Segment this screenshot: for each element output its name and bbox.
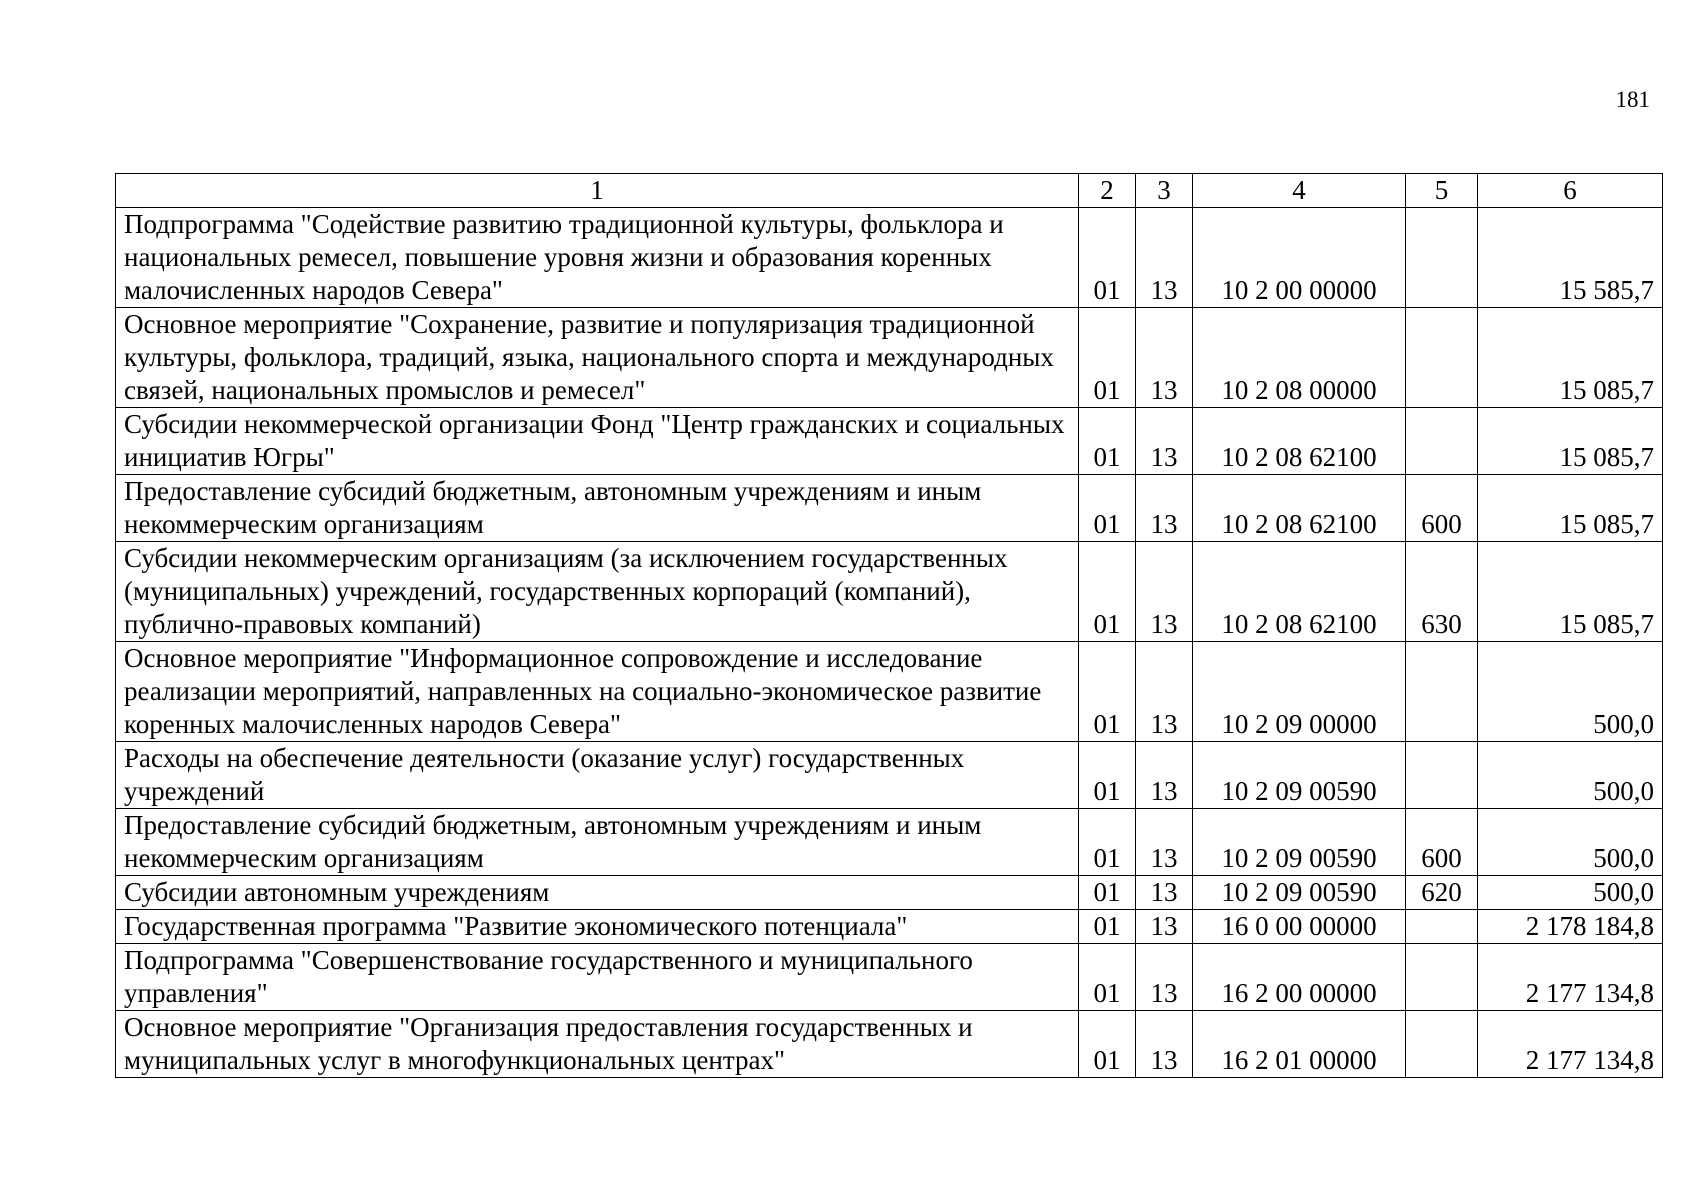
subsection-code: 13 [1136, 1011, 1193, 1078]
table-row [116, 809, 1663, 876]
table-row [116, 475, 1663, 542]
row-name: Основное мероприятие "Сохранение, развитие и популяризация традиционной культуры, фольклора, традиций, языка, национального спорта и международных связей, национальных промыслов и ремесел" [116, 308, 1079, 408]
amount: 15 585,7 [1478, 208, 1663, 308]
subsection-code: 13 [1136, 408, 1193, 475]
row-name: Подпрограмма "Совершенствование государственного и муниципального управления" [116, 944, 1079, 1011]
amount: 500,0 [1478, 876, 1663, 910]
column-header: 5 [1406, 174, 1478, 208]
section-code: 01 [1079, 944, 1136, 1011]
row-name: Субсидии некоммерческим организациям (за исключением государственных (муниципальных) учреждений, государственных корпораций (компаний), публично-правовых компаний) [116, 542, 1079, 642]
amount: 15 085,7 [1478, 475, 1663, 542]
column-header: 6 [1478, 174, 1663, 208]
expense-type-code [1406, 1011, 1478, 1078]
table-row [116, 642, 1663, 742]
page-number: 181 [1615, 87, 1650, 112]
subsection-code: 13 [1136, 876, 1193, 910]
section-code: 01 [1079, 809, 1136, 876]
amount: 15 085,7 [1478, 542, 1663, 642]
target-article-code: 10 2 08 62100 [1193, 542, 1406, 642]
target-article-code: 16 2 00 00000 [1193, 944, 1406, 1011]
target-article-code: 10 2 08 62100 [1193, 408, 1406, 475]
expense-type-code: 630 [1406, 542, 1478, 642]
row-name: Основное мероприятие "Организация предоставления государственных и муниципальных услуг в многофункциональных центрах" [116, 1011, 1079, 1078]
table-row [116, 408, 1663, 475]
budget-table [115, 173, 1663, 1078]
expense-type-code [1406, 308, 1478, 408]
row-name: Субсидии автономным учреждениям [116, 876, 1079, 910]
target-article-code: 10 2 08 62100 [1193, 475, 1406, 542]
section-code: 01 [1079, 408, 1136, 475]
amount: 2 178 184,8 [1478, 910, 1663, 944]
row-name: Предоставление субсидий бюджетным, автономным учреждениям и иным некоммерческим организациям [116, 809, 1079, 876]
column-header: 1 [116, 174, 1079, 208]
table-row [116, 542, 1663, 642]
target-article-code: 10 2 09 00000 [1193, 642, 1406, 742]
expense-type-code: 620 [1406, 876, 1478, 910]
row-name: Расходы на обеспечение деятельности (оказание услуг) государственных учреждений [116, 742, 1079, 809]
table-row [116, 944, 1663, 1011]
section-code: 01 [1079, 542, 1136, 642]
amount: 15 085,7 [1478, 308, 1663, 408]
subsection-code: 13 [1136, 809, 1193, 876]
row-name: Субсидии некоммерческой организации Фонд "Центр гражданских и социальных инициатив Югры" [116, 408, 1079, 475]
section-code: 01 [1079, 308, 1136, 408]
table-row [116, 876, 1663, 910]
column-header: 2 [1079, 174, 1136, 208]
table-row [116, 308, 1663, 408]
section-code: 01 [1079, 475, 1136, 542]
row-name: Предоставление субсидий бюджетным, автономным учреждениям и иным некоммерческим организациям [116, 475, 1079, 542]
target-article-code: 10 2 09 00590 [1193, 809, 1406, 876]
table-header-row [116, 174, 1663, 208]
amount: 15 085,7 [1478, 408, 1663, 475]
section-code: 01 [1079, 910, 1136, 944]
target-article-code: 10 2 08 00000 [1193, 308, 1406, 408]
table-row [116, 208, 1663, 308]
amount: 500,0 [1478, 742, 1663, 809]
expense-type-code [1406, 742, 1478, 809]
subsection-code: 13 [1136, 642, 1193, 742]
row-name: Основное мероприятие "Информационное сопровождение и исследование реализации мероприятий, направленных на социально-экономическое развитие коренных малочисленных народов Севера" [116, 642, 1079, 742]
subsection-code: 13 [1136, 944, 1193, 1011]
section-code: 01 [1079, 876, 1136, 910]
expense-type-code: 600 [1406, 475, 1478, 542]
subsection-code: 13 [1136, 308, 1193, 408]
expense-type-code [1406, 944, 1478, 1011]
expense-type-code [1406, 910, 1478, 944]
section-code: 01 [1079, 208, 1136, 308]
expense-type-code [1406, 208, 1478, 308]
expense-type-code: 600 [1406, 809, 1478, 876]
target-article-code: 10 2 09 00590 [1193, 876, 1406, 910]
section-code: 01 [1079, 642, 1136, 742]
row-name: Государственная программа "Развитие экономического потенциала" [116, 910, 1079, 944]
subsection-code: 13 [1136, 910, 1193, 944]
subsection-code: 13 [1136, 742, 1193, 809]
section-code: 01 [1079, 1011, 1136, 1078]
subsection-code: 13 [1136, 542, 1193, 642]
target-article-code: 10 2 00 00000 [1193, 208, 1406, 308]
table-row [116, 1011, 1663, 1078]
target-article-code: 16 2 01 00000 [1193, 1011, 1406, 1078]
row-name: Подпрограмма "Содействие развитию традиционной культуры, фольклора и национальных ремесел, повышение уровня жизни и образования коренных малочисленных народов Севера" [116, 208, 1079, 308]
expense-type-code [1406, 642, 1478, 742]
expense-type-code [1406, 408, 1478, 475]
column-header: 4 [1193, 174, 1406, 208]
target-article-code: 10 2 09 00590 [1193, 742, 1406, 809]
subsection-code: 13 [1136, 208, 1193, 308]
column-header: 3 [1136, 174, 1193, 208]
table-row [116, 742, 1663, 809]
amount: 500,0 [1478, 809, 1663, 876]
table-row [116, 910, 1663, 944]
section-code: 01 [1079, 742, 1136, 809]
amount: 2 177 134,8 [1478, 1011, 1663, 1078]
target-article-code: 16 0 00 00000 [1193, 910, 1406, 944]
amount: 500,0 [1478, 642, 1663, 742]
amount: 2 177 134,8 [1478, 944, 1663, 1011]
subsection-code: 13 [1136, 475, 1193, 542]
